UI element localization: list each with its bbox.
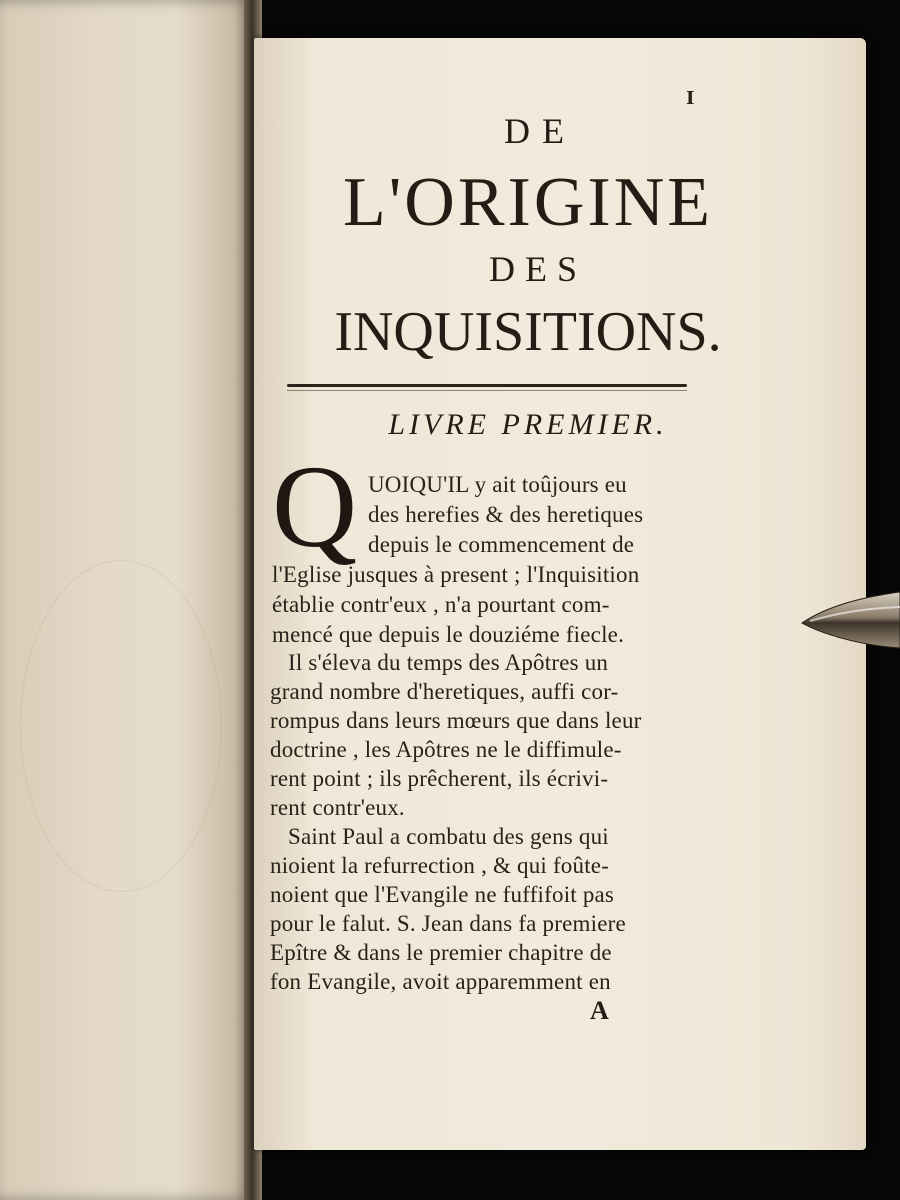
paragraph-3-line-1: Saint Paul a combatu des gens qui xyxy=(288,824,609,849)
paragraph-2-line-5: rent point ; ils prêcherent, ils écrivi- xyxy=(270,766,609,791)
paragraph-2-line-2: grand nombre d'heretiques, auffi cor- xyxy=(270,679,619,704)
title-line-2: L'ORIGINE xyxy=(342,164,714,241)
paragraph-2-line-4: doctrine , les Apôtres ne le diffimule- xyxy=(270,737,622,762)
paragraph-3-line-2: nioient la refurrection , & qui foûte- xyxy=(270,853,610,878)
book-heading: LIVRE PREMIER. xyxy=(388,408,668,441)
paragraph-1-line-3: depuis le commencement de xyxy=(368,532,635,557)
title-rule xyxy=(287,384,687,387)
title-line-1: DE xyxy=(504,111,576,151)
paragraph-3-line-3: noient que l'Evangile ne fuffifoit pas xyxy=(270,882,615,907)
paragraph-3-line-4: pour le falut. S. Jean dans fa premiere xyxy=(270,911,626,936)
title-line-3: DES xyxy=(488,249,587,289)
drop-cap: Q xyxy=(272,441,358,572)
paragraph-2-line-1: Il s'éleva du temps des Apôtres un xyxy=(288,650,609,675)
pointer-tip-icon xyxy=(800,590,900,650)
paragraph-1-line-6: mencé que depuis le douziéme fiecle. xyxy=(272,622,625,647)
left-page xyxy=(0,0,252,1200)
paragraph-1-line-1: UOIQU'IL y ait toûjours eu xyxy=(368,472,627,497)
signature-mark: A xyxy=(590,996,609,1025)
paragraph-2-line-6: rent contr'eux. xyxy=(270,795,405,820)
paragraph-3-line-6: fon Evangile, avoit apparemment en xyxy=(270,969,611,994)
paragraph-1-line-5: établie contr'eux , n'a pourtant com- xyxy=(272,592,610,617)
paragraph-1-line-4: l'Eglise jusques à present ; l'Inquisition xyxy=(272,562,640,587)
page-number: I xyxy=(686,88,695,109)
title-line-4: INQUISITIONS. xyxy=(334,301,722,363)
paragraph-3-line-5: Epître & dans le premier chapitre de xyxy=(270,940,612,965)
paragraph-2-line-3: rompus dans leurs mœurs que dans leur xyxy=(270,708,642,733)
paragraph-1-line-2: des herefies & des heretiques xyxy=(368,502,644,527)
